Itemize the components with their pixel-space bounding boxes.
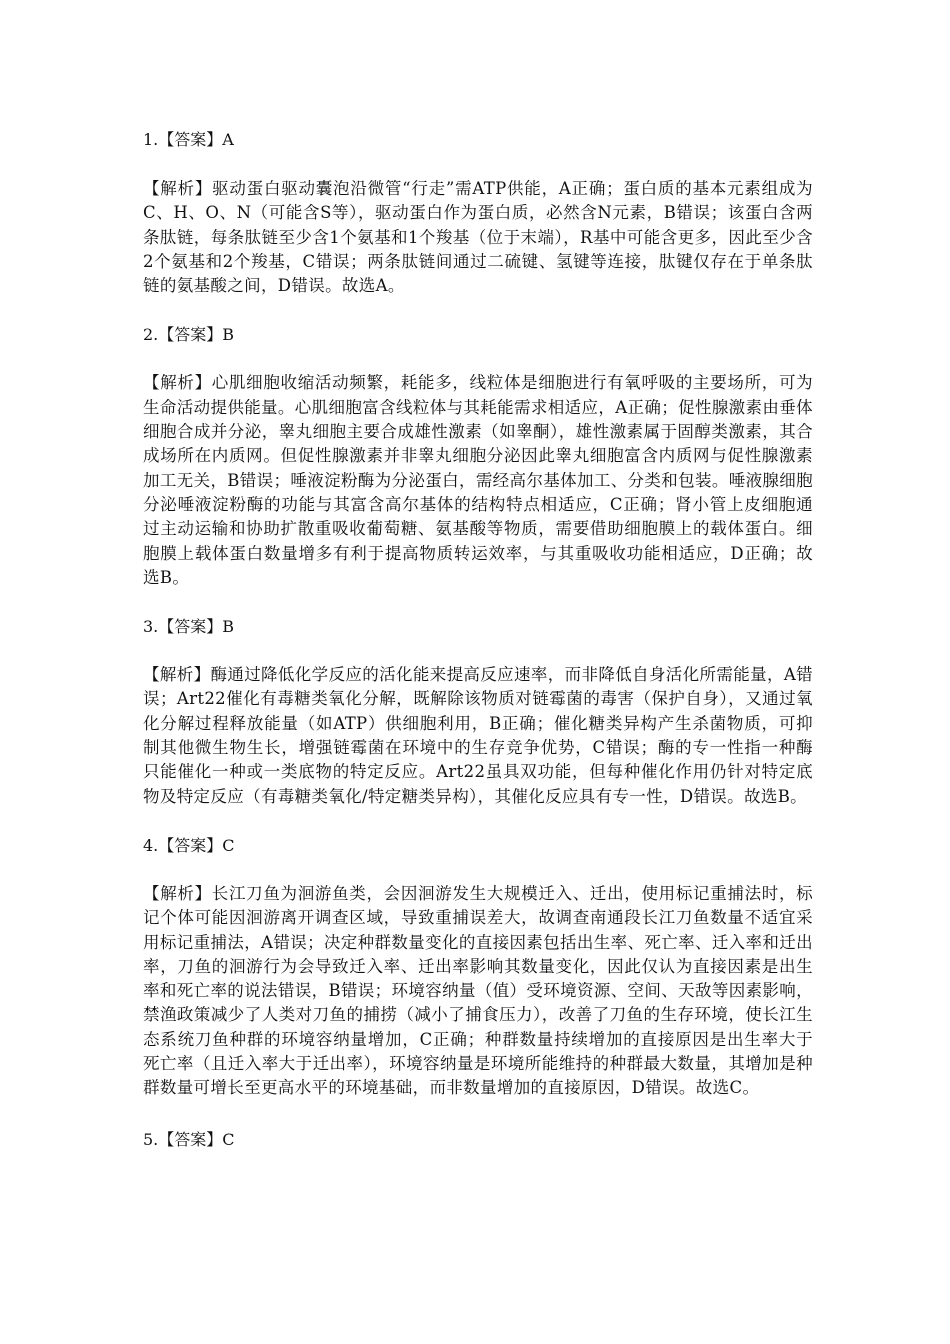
question-block-5	[143, 1127, 813, 1153]
answer-line: 5.【答案】C	[143, 1129, 235, 1149]
analysis-paragraph: 【解析】心肌细胞收缩活动频繁，耗能多，线粒体是细胞进行有氧呼吸的主要场所，可为生命活动提供能量。心肌细胞富含线粒体与其耗能需求相适应，A正确；促性腺激素由垂体细胞合成并分泌，睾丸细胞主要合成雄性激素（如睾酮），雄性激素属于固醇类激素，其合成场所在内质网。但促性腺激素并非睾丸细胞分泌因此睾丸细胞富含内质网与促性腺激素加工无关，B错误；唾液淀粉酶为分泌蛋白，需经高尔基体加工、分类和包装。唾液腺细胞分泌唾液淀粉酶的功能与其富含高尔基体的结构特点相适应，C正确；肾小管上皮细胞通过主动运输和协助扩散重吸收葡萄糖、氨基酸等物质，需要借助细胞膜上的载体蛋白。细胞膜上载体蛋白数量增多有利于提高物质转运效率，与其重吸收功能相适应，D正确；故选B。	[143, 373, 813, 587]
answer-line: 3.【答案】B	[143, 617, 235, 637]
analysis-paragraph: 【解析】酶通过降低化学反应的活化能来提高反应速率，而非降低自身活化所需能量，A错误；Art22催化有毒糖类氧化分解，既解除该物质对链霉菌的毒害（保护自身），又通过氧化分解过程释放能量（如ATP）供细胞利用，B正确；催化糖类异构产生杀菌物质，可抑制其他微生物生长，增强链霉菌在环境中的生存竞争优势，C错误；酶的专一性指一种酶只能催化一种或一类底物的特定反应。Art22虽具双功能，但每种催化作用仍针对特定底物及特定反应（有毒糖类氧化/特定糖类异构），其催化反应具有专一性，D错误。故选B。	[143, 665, 813, 806]
analysis-paragraph: 【解析】长江刀鱼为洄游鱼类，会因洄游发生大规模迁入、迁出，使用标记重捕法时，标记个体可能因洄游离开调查区域，导致重捕误差大，故调查南通段长江刀鱼数量不适宜采用标记重捕法，A错误；决定种群数量变化的直接因素包括出生率、死亡率、迁入率和迁出率，刀鱼的洄游行为会导致迁入率、迁出率影响其数量变化，因此仅认为直接因素是出生率和死亡率的说法错误，B错误；环境容纳量（值）受环境资源、空间、天敌等因素影响，禁渔政策减少了人类对刀鱼的捕捞（减小了捕食压力），改善了刀鱼的生存环境，使长江生态系统刀鱼种群的环境容纳量增加，C正确；种群数量持续增加的直接原因是出生率大于死亡率（且迁入率大于迁出率），环境容纳量是环境所能维持的种群最大数量，其增加是种群数量可增长至更高水平的环境基础，而非数量增加的直接原因，D错误。故选C。	[143, 883, 813, 1098]
answer-line: 4.【答案】C	[143, 835, 235, 855]
question-block-3	[143, 614, 813, 809]
answer-key-content	[143, 127, 813, 1177]
answer-line: 1.【答案】A	[143, 130, 234, 149]
answer-line: 2.【答案】B	[143, 325, 235, 345]
analysis-paragraph: 【解析】驱动蛋白驱动囊泡沿微管“行走”需ATP供能，A正确；蛋白质的基本元素组成为C、H、O、N（可能含S等），驱动蛋白作为蛋白质，必然含N元素，B错误；该蛋白含两条肽链，每条肽链至少含1个氨基和1个羧基（位于末端），R基中可能含更多，因此至少含2个氨基和2个羧基，C错误；两条肽链间通过二硫键、氢键等连接，肽键仅存在于单条肽链的氨基酸之间，D错误。故选A。	[143, 179, 813, 296]
question-block-2	[143, 322, 813, 590]
question-block-1	[143, 127, 813, 298]
question-block-4	[143, 833, 813, 1101]
